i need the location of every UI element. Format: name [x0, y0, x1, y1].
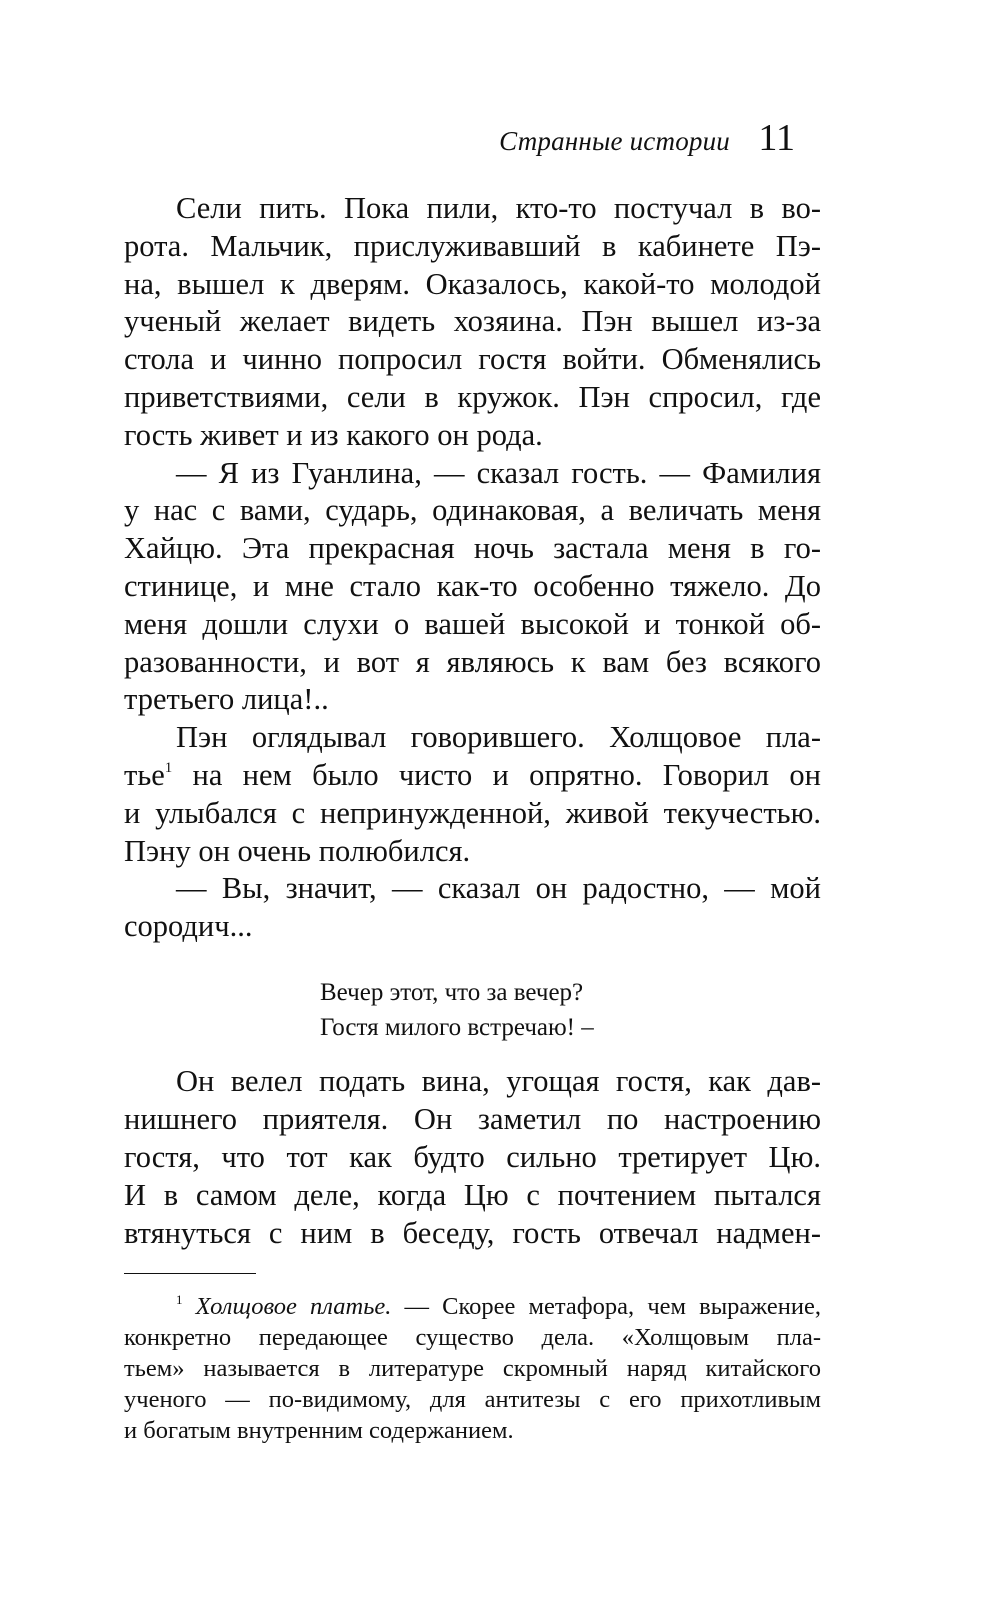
text-line: меня дошли слухи о вашей высокой и тонкой об- [124, 606, 821, 641]
text-line: третьего лица!.. [124, 682, 329, 717]
text-line: Сели пить. Пока пили, кто-то постучал в во- [176, 191, 821, 225]
footnote-line: и богатым внутренним содержанием. [124, 1417, 514, 1444]
poem-line: Вечер этот, что за вечер? [320, 979, 584, 1006]
text-line: — Вы, значит, — сказал он радостно, — мой [176, 871, 821, 906]
text-line: сородич... [124, 909, 253, 944]
text-line: гость живет и из какого он рода. [124, 417, 543, 452]
footnote-line: ученого — по-видимому, для антитезы с его прихотливым [124, 1386, 821, 1413]
main-text-upper [124, 190, 821, 946]
text-fragment: тье [124, 757, 165, 792]
footnote [124, 1291, 821, 1446]
text-line: и улыбался с непринужденной, живой текучестью. [124, 795, 821, 830]
footnote-separator [124, 1273, 256, 1274]
text-line: стинице, и мне стало как-то особенно тяжело. До [124, 568, 821, 603]
text-line: — Я из Гуанлина, — сказал гость. — Фамилия [176, 455, 821, 490]
footnote-line: конкретно передающее существо дела. «Холщовым пла- [124, 1324, 821, 1351]
text-line: ученый желает видеть хозяина. Пэн вышел из-за [124, 304, 821, 339]
text-line: у нас с вами, сударь, одинаковая, а величать меня [124, 493, 821, 528]
poem-line: Гостя милого встречаю! – [320, 1014, 594, 1041]
text-fragment: — Скорее метафора, чем выражение, [391, 1293, 822, 1320]
footnote-line: тьем» называется в литературе скромный наряд китайского [124, 1355, 821, 1382]
text-line: рота. Мальчик, прислуживавший в кабинете Пэ- [124, 228, 821, 263]
page-header [0, 116, 1000, 160]
text-line: Пэн оглядывал говорившего. Холщовое пла- [176, 720, 821, 755]
footnote-marker: 1 [176, 1292, 183, 1307]
text-line: И в самом деле, когда Цю с почтением пытался [124, 1178, 821, 1212]
text-line: стола и чинно попросил гостя войти. Обменялись [124, 342, 821, 377]
text-line: на, вышел к дверям. Оказалось, какой-то молодой [124, 266, 821, 301]
text-line [124, 757, 821, 795]
main-text-lower [124, 1062, 821, 1252]
footnote-reference: 1 [164, 759, 173, 776]
text-fragment: на нем было чисто и опрятно. Говорил он [172, 757, 821, 792]
text-line: Он велел подать вина, угощая гостя, как дав- [176, 1064, 821, 1098]
text-line: гостя, что тот как будто сильно третирует Цю. [124, 1140, 821, 1174]
poem-quote [320, 975, 594, 1045]
running-title: Странные истории [499, 126, 730, 156]
text-line: Хайцю. Эта прекрасная ночь застала меня в го- [124, 531, 821, 566]
page-number: 11 [758, 117, 795, 159]
text-line: приветствиями, сели в кружок. Пэн спросил, где [124, 379, 821, 414]
text-line: втянуться с ним в беседу, гость отвечал надмен- [124, 1216, 821, 1250]
text-line: Пэну он очень полюбился. [124, 833, 471, 868]
text-line: разованности, и вот я являюсь к вам без всякого [124, 644, 821, 679]
text-line: нишнего приятеля. Он заметил по настроению [124, 1102, 821, 1136]
footnote-line [124, 1291, 821, 1322]
footnote-term: Холщовое платье. [195, 1293, 392, 1320]
